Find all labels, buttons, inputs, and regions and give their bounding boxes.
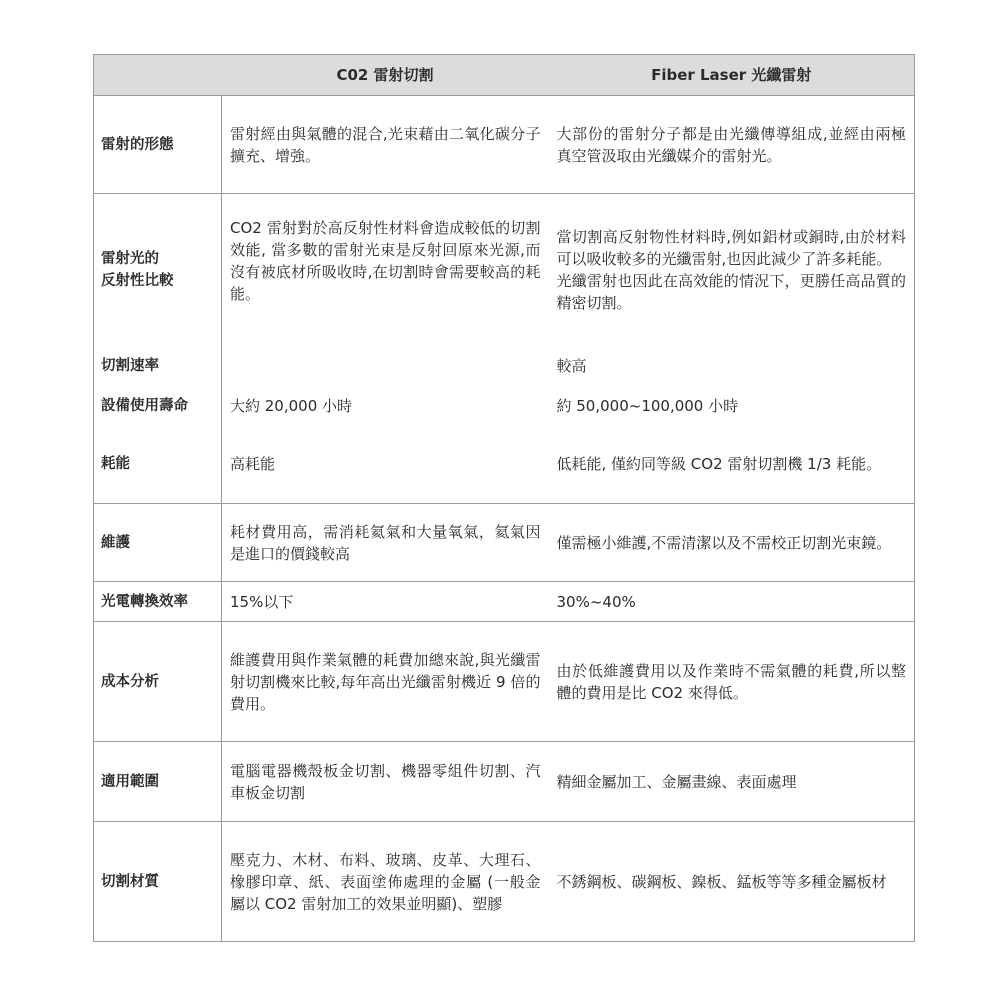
fiber-text: 較高 xyxy=(556,356,587,375)
fiber-text: 精細金屬加工、金屬畫線、表面處理 xyxy=(556,772,797,791)
header-fiber: Fiber Laser 光纖雷射 xyxy=(549,55,915,96)
table-row xyxy=(94,822,915,942)
co2-cell xyxy=(222,582,549,622)
table-row xyxy=(94,742,915,822)
table-row xyxy=(94,386,915,426)
fiber-cell xyxy=(549,346,915,386)
co2-cell xyxy=(222,386,549,426)
co2-text: CO2 雷射對於高反射性材料會造成較低的切割效能, 當多數的雷射光束是反射回原來光源,而沒有被底材所吸收時,在切割時會需要較高的耗能。 xyxy=(230,219,541,303)
table-row xyxy=(94,96,915,194)
co2-cell xyxy=(222,194,549,346)
row-label: 適用範圍 xyxy=(94,742,222,822)
table-header xyxy=(94,55,915,96)
co2-text: 高耗能 xyxy=(230,455,276,474)
row-label: 雷射光的 反射性比較 xyxy=(94,194,222,346)
fiber-text: 由於低維護費用以及作業時不需氣體的耗費,所以整體的費用是比 CO2 來得低。 xyxy=(556,661,906,702)
fiber-cell xyxy=(549,822,915,942)
fiber-cell xyxy=(549,426,915,504)
fiber-cell xyxy=(549,742,915,822)
fiber-cell xyxy=(549,386,915,426)
table-row xyxy=(94,346,915,386)
row-label: 雷射的形態 xyxy=(94,96,222,194)
co2-cell xyxy=(222,346,549,386)
header-co2: C02 雷射切割 xyxy=(222,55,549,96)
table-row xyxy=(94,504,915,582)
co2-text: 15%以下 xyxy=(230,592,294,611)
header-blank-cell xyxy=(94,55,222,96)
row-label: 維護 xyxy=(94,504,222,582)
co2-text: 耗材費用高，需消耗氦氣和大量氧氣，氦氣因是進口的價錢較高 xyxy=(230,522,541,563)
row-label: 設備使用壽命 xyxy=(94,386,222,426)
fiber-cell xyxy=(549,194,915,346)
fiber-text: 約 50,000~100,000 小時 xyxy=(556,396,739,415)
fiber-text: 當切割高反射物性材料時,例如鋁材或銅時,由於材料可以吸收較多的光纖雷射,也因此減少了許多耗能。 光纖雷射也因此在高效能的情況下，更勝任高品質的精密切割。 xyxy=(556,227,906,312)
co2-cell xyxy=(222,504,549,582)
fiber-cell xyxy=(549,582,915,622)
table-row xyxy=(94,194,915,346)
table-body xyxy=(94,96,915,942)
co2-text: 電腦電器機殼板金切割、機器零組件切割、汽車板金切割 xyxy=(230,761,541,802)
co2-text: 大約 20,000 小時 xyxy=(230,396,353,415)
table-row xyxy=(94,426,915,504)
comparison-table xyxy=(93,54,915,942)
co2-cell xyxy=(222,622,549,742)
fiber-cell xyxy=(549,622,915,742)
co2-text: 雷射經由與氣體的混合,光束藉由二氧化碳分子擴充、增強。 xyxy=(230,124,541,165)
fiber-cell xyxy=(549,96,915,194)
fiber-text: 僅需極小維護,不需清潔以及不需校正切割光束鏡。 xyxy=(556,533,892,552)
co2-text: 壓克力、木材、布料、玻璃、皮革、大理石、橡膠印章、紙、表面塗佈處理的金屬 (一般金屬以 CO2 雷射加工的效果並明顯)、塑膠 xyxy=(230,850,541,913)
fiber-text: 不銹鋼板、碳鋼板、鎳板、錳板等等多種金屬板材 xyxy=(556,872,887,891)
row-label: 切割材質 xyxy=(94,822,222,942)
fiber-cell xyxy=(549,504,915,582)
co2-cell xyxy=(222,742,549,822)
table-row xyxy=(94,582,915,622)
co2-cell xyxy=(222,96,549,194)
co2-cell xyxy=(222,426,549,504)
co2-text: 維護費用與作業氣體的耗費加總來說,與光纖雷射切割機來比較,每年高出光纖雷射機近 9 倍的費用。 xyxy=(230,650,541,713)
table-row xyxy=(94,622,915,742)
row-label: 成本分析 xyxy=(94,622,222,742)
co2-cell xyxy=(222,822,549,942)
fiber-text: 大部份的雷射分子都是由光纖傳導組成,並經由兩極真空管汲取由光纖媒介的雷射光。 xyxy=(556,124,906,165)
row-label: 光電轉換效率 xyxy=(94,582,222,622)
fiber-text: 低耗能, 僅約同等級 CO2 雷射切割機 1/3 耗能。 xyxy=(556,455,882,474)
row-label: 耗能 xyxy=(94,426,222,504)
header-row xyxy=(94,55,915,96)
row-label: 切割速率 xyxy=(94,346,222,386)
fiber-text: 30%~40% xyxy=(556,592,636,611)
